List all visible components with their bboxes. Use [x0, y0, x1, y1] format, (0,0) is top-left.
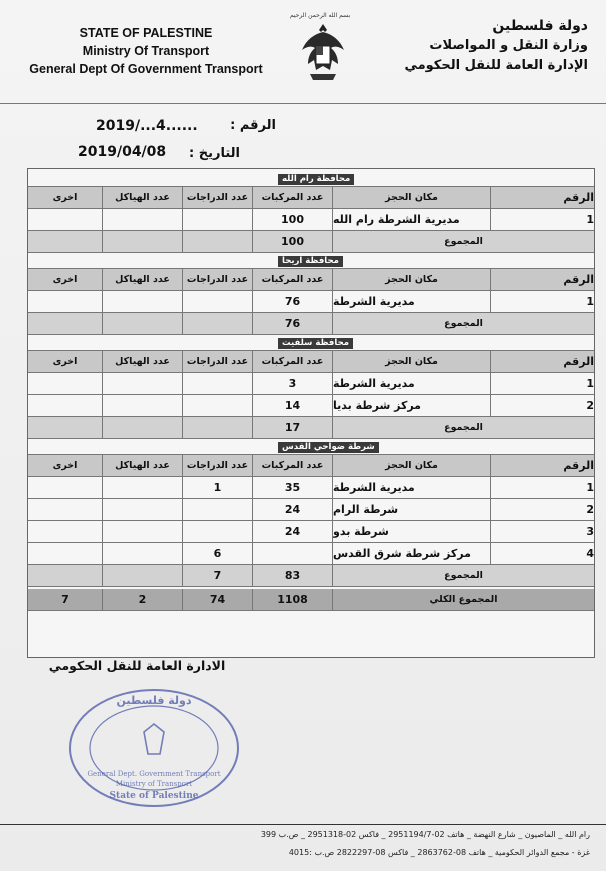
- grand-total-frames: 2: [102, 589, 182, 610]
- cell-vehicles: 14: [252, 395, 332, 416]
- header-english: [0, 24, 292, 78]
- section-band: [28, 173, 594, 187]
- column-header-vehicles: عدد المركبات: [252, 455, 332, 476]
- cell-frames: [102, 521, 182, 542]
- table-row: [28, 477, 594, 499]
- total-row: [28, 565, 594, 587]
- section-title: شرطة ضواحي القدس: [278, 442, 379, 453]
- eagle-emblem-icon: [300, 20, 346, 84]
- header-ar-line3: الإدارة العامة للنقل الحكومي: [404, 58, 588, 73]
- official-stamp-icon: [64, 684, 244, 812]
- total-other: [28, 417, 102, 438]
- column-header-place: مكان الحجز: [332, 187, 490, 208]
- column-header-idx: الرقم: [490, 455, 594, 476]
- header-arabic: [388, 16, 588, 76]
- cell-idx: 3: [490, 521, 594, 542]
- total-vehicles: 76: [252, 313, 332, 334]
- total-label: المجموع: [332, 313, 594, 334]
- column-header-vehicles: عدد المركبات: [252, 351, 332, 372]
- total-other: [28, 565, 102, 586]
- column-header-frames: عدد الهياكل: [102, 187, 182, 208]
- header-ar-line1: دولة فلسطين: [492, 18, 588, 34]
- cell-bikes: [182, 373, 252, 394]
- total-row: [28, 313, 594, 335]
- date-value: 2019/04/08: [78, 144, 167, 160]
- grand-total-bikes: 74: [182, 589, 252, 610]
- stamp-ar-text: دولة فلسطين: [116, 694, 192, 707]
- stamp-en-text3: State of Palestine: [109, 791, 199, 801]
- total-label: المجموع: [332, 565, 594, 586]
- cell-vehicles: 24: [252, 521, 332, 542]
- total-bikes: [182, 313, 252, 334]
- total-row: [28, 417, 594, 439]
- cell-bikes: [182, 395, 252, 416]
- cell-vehicles: 35: [252, 477, 332, 498]
- cell-place: شرطة الرام: [332, 499, 490, 520]
- cell-vehicles: 76: [252, 291, 332, 312]
- column-header-idx: الرقم: [490, 269, 594, 290]
- cell-other: [28, 209, 102, 230]
- cell-idx: 4: [490, 543, 594, 564]
- section-band: [28, 441, 594, 455]
- total-frames: [102, 565, 182, 586]
- header-en-line1: STATE OF PALESTINE: [79, 26, 213, 40]
- cell-other: [28, 543, 102, 564]
- column-header-other: اخرى: [52, 460, 78, 471]
- column-header-row: [28, 455, 594, 477]
- column-header-vehicles: عدد المركبات: [252, 187, 332, 208]
- cell-frames: [102, 373, 182, 394]
- seizure-table: [27, 168, 595, 658]
- cell-idx: 1: [490, 373, 594, 394]
- cell-idx: 2: [490, 395, 594, 416]
- cell-place: مركز شرطة شرق القدس: [332, 543, 490, 564]
- cell-idx: 2: [490, 499, 594, 520]
- cell-frames: [102, 543, 182, 564]
- cell-bikes: [182, 209, 252, 230]
- total-frames: [102, 313, 182, 334]
- total-frames: [102, 417, 182, 438]
- number-label: الرقم :: [230, 118, 276, 133]
- cell-bikes: [182, 521, 252, 542]
- section-title: محافظة اريحا: [278, 256, 343, 267]
- column-header-row: [28, 187, 594, 209]
- table-row: [28, 373, 594, 395]
- total-label: المجموع: [332, 417, 594, 438]
- cell-bikes: [182, 499, 252, 520]
- cell-bikes: 6: [182, 543, 252, 564]
- section-title: محافظة رام الله: [278, 174, 354, 185]
- cell-idx: 1: [490, 291, 594, 312]
- cell-other: [28, 477, 102, 498]
- table-row: [28, 395, 594, 417]
- cell-place: مركز شرطة بديا: [332, 395, 490, 416]
- cell-bikes: 1: [182, 477, 252, 498]
- column-header-bikes: عدد الدراجات: [182, 187, 252, 208]
- section-band: [28, 255, 594, 269]
- header-ar-line2: وزارة النقل و المواصلات: [429, 38, 588, 53]
- total-vehicles: 100: [252, 231, 332, 252]
- cell-place: مديرية الشرطة رام الله: [332, 209, 490, 230]
- cell-place: مديرية الشرطة: [332, 477, 490, 498]
- cell-frames: [102, 477, 182, 498]
- section-title: محافظة سلفيت: [278, 338, 353, 349]
- total-row: [28, 231, 594, 253]
- cell-idx: 1: [490, 209, 594, 230]
- cell-other: [28, 499, 102, 520]
- column-header-bikes: عدد الدراجات: [182, 269, 252, 290]
- column-header-row: [28, 269, 594, 291]
- footer-address-ramallah: رام الله _ الماصيون _ شارع النهضة _ هاتف 02-2951194/7 _ فاكس 02-2951318 _ ص.ب 399: [260, 830, 590, 839]
- table-row: [28, 499, 594, 521]
- grand-total-vehicles: 1108: [252, 589, 332, 610]
- basmala: بسم الله الرحمن الرحيم: [289, 12, 351, 19]
- cell-place: مديرية الشرطة: [332, 373, 490, 394]
- cell-vehicles: [252, 543, 332, 564]
- cell-vehicles: 24: [252, 499, 332, 520]
- cell-frames: [102, 209, 182, 230]
- footer-divider: [0, 824, 606, 825]
- column-header-other: اخرى: [52, 192, 78, 203]
- column-header-frames: عدد الهياكل: [102, 269, 182, 290]
- cell-other: [28, 521, 102, 542]
- cell-idx: 1: [490, 477, 594, 498]
- column-header-other: اخرى: [52, 356, 78, 367]
- column-header-idx: الرقم: [490, 187, 594, 208]
- total-frames: [102, 231, 182, 252]
- header-en-line2: Ministry Of Transport: [82, 44, 210, 58]
- total-bikes: 7: [182, 565, 252, 586]
- signature-text: الادارة العامة للنقل الحكومي: [48, 658, 226, 673]
- total-vehicles: 83: [252, 565, 332, 586]
- column-header-frames: عدد الهياكل: [102, 351, 182, 372]
- table-row: [28, 291, 594, 313]
- total-vehicles: 17: [252, 417, 332, 438]
- cell-bikes: [182, 291, 252, 312]
- column-header-frames: عدد الهياكل: [102, 455, 182, 476]
- column-header-bikes: عدد الدراجات: [182, 351, 252, 372]
- cell-place: مديرية الشرطة: [332, 291, 490, 312]
- total-label: المجموع: [332, 231, 594, 252]
- header-divider: [0, 103, 606, 104]
- cell-frames: [102, 395, 182, 416]
- column-header-row: [28, 351, 594, 373]
- table-row: [28, 543, 594, 565]
- date-label: التاريخ :: [189, 146, 240, 161]
- column-header-bikes: عدد الدراجات: [182, 455, 252, 476]
- header-en-line3: General Dept Of Government Transport: [29, 62, 263, 76]
- grand-total-other: 7: [61, 593, 69, 606]
- stamp-en-text2: Ministry of Transport: [115, 780, 193, 788]
- column-header-place: مكان الحجز: [332, 351, 490, 372]
- column-header-place: مكان الحجز: [332, 269, 490, 290]
- column-header-vehicles: عدد المركبات: [252, 269, 332, 290]
- stamp-en-text1: General Dept. Government Transport: [87, 770, 221, 778]
- table-row: [28, 209, 594, 231]
- total-other: [28, 231, 102, 252]
- column-header-place: مكان الحجز: [332, 455, 490, 476]
- total-bikes: [182, 231, 252, 252]
- section-band: [28, 337, 594, 351]
- column-header-other: اخرى: [52, 274, 78, 285]
- cell-other: [28, 395, 102, 416]
- column-header-idx: الرقم: [490, 351, 594, 372]
- total-other: [28, 313, 102, 334]
- cell-frames: [102, 499, 182, 520]
- cell-other: [28, 291, 102, 312]
- cell-vehicles: 100: [252, 209, 332, 230]
- cell-vehicles: 3: [252, 373, 332, 394]
- number-value: 2019/...4......: [96, 118, 198, 134]
- grand-total-row: [28, 589, 594, 611]
- cell-other: [28, 373, 102, 394]
- total-bikes: [182, 417, 252, 438]
- footer-address-gaza: غزة - مجمع الدوائر الحكومية _ هاتف 08-2863762 _ فاكس 08-2822297 ص.ب :4015: [288, 848, 590, 857]
- table-row: [28, 521, 594, 543]
- cell-place: شرطة بدو: [332, 521, 490, 542]
- cell-frames: [102, 291, 182, 312]
- grand-total-label: المجموع الكلي: [332, 589, 594, 610]
